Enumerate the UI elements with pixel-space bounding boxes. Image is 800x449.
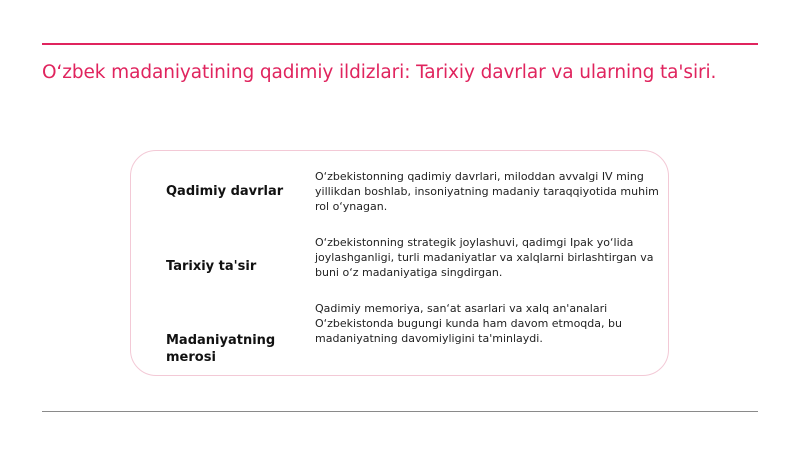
row-label-ancient-periods: Qadimiy davrlar	[166, 184, 284, 199]
row-description-historical-influence: O‘zbekistonning strategik joylashuvi, qadimgi Ipak yo‘lida joylashganligi, turli madaniyatlar va xalqlarni birlashtirgan va buni o‘z madaniyatiga singdirgan.	[315, 236, 654, 279]
top-divider	[42, 43, 758, 45]
row-label-historical-influence: Tarixiy ta'sir	[166, 259, 257, 274]
row-description-cultural-heritage: Qadimiy memoriya, san‘at asarlari va xalq an'analari O‘zbekistonda bugungi kunda ham davom etmoqda, bu madaniyatning davomiyligini ta'minlaydi.	[315, 302, 622, 345]
row-description-ancient-periods: O‘zbekistonning qadimiy davrlari, miloddan avvalgi IV ming yillikdan boshlab, insoniyatning madaniy taraqqiyotida muhim rol o‘ynagan.	[315, 170, 659, 213]
bottom-divider	[42, 411, 758, 412]
row-label-cultural-heritage: Madaniyatning merosi	[166, 333, 276, 365]
slide-title: O‘zbek madaniyatining qadimiy ildizlari: Tarixiy davrlar va ularning ta'siri.	[42, 62, 717, 83]
